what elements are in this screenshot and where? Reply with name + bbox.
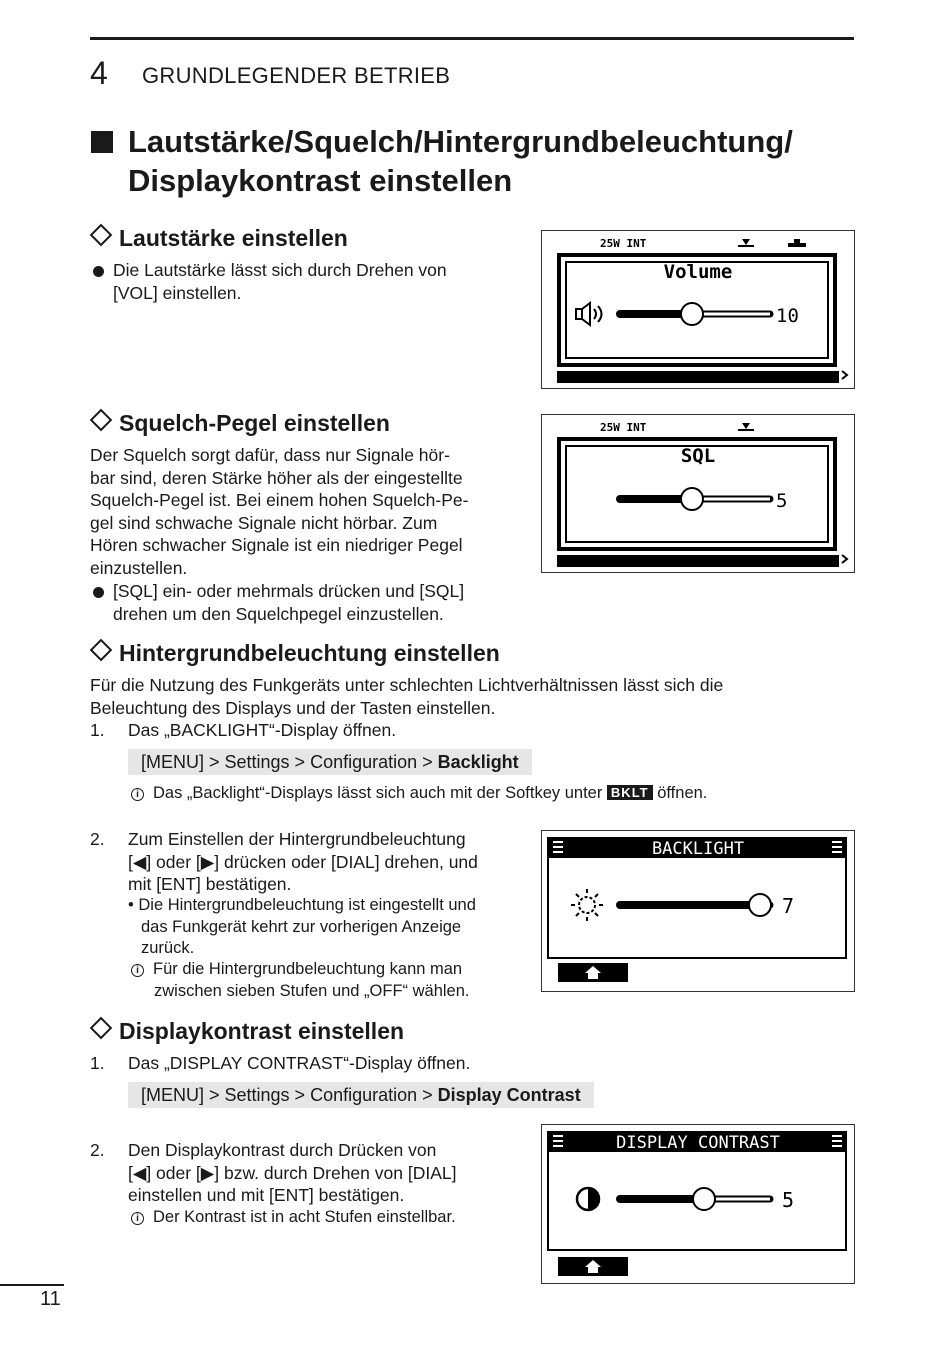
squelch-line: einzustellen.	[90, 557, 188, 578]
backlight-lcd-screen	[541, 830, 855, 992]
info2-line1: Für die Hintergrundbeleuchtung kann man	[153, 960, 463, 978]
squelch-slider	[620, 488, 770, 510]
step2-line: einstellen und mit [ENT] bestätigen.	[128, 1185, 405, 1205]
menu-path-target: Display Contrast	[437, 1085, 581, 1105]
diamond-icon	[90, 409, 113, 432]
info2-line2: zwischen sieben Stufen und „OFF“ wählen.	[154, 981, 470, 1000]
volume-screen-title: Volume	[663, 261, 733, 283]
backlight-sub-bullet	[128, 895, 528, 960]
squelch-value: 5	[776, 490, 788, 512]
squelch-line: bar sind, deren Stärke höher als der eingestellte	[90, 467, 463, 488]
info-icon: i	[131, 1212, 144, 1225]
squelch-status-text: 25W INT	[600, 421, 647, 434]
menu-lines-icon	[553, 841, 563, 853]
squelch-lcd-screen	[541, 414, 855, 573]
backlight-value: 7	[782, 894, 795, 918]
step2-line: Zum Einstellen der Hintergrundbeleuchtung	[128, 829, 466, 849]
contrast-icon	[577, 1188, 599, 1210]
contrast-heading-text: Displaykontrast einstellen	[119, 1018, 405, 1044]
squelch-paragraph	[90, 444, 520, 579]
sub-bullet-line: zurück.	[141, 939, 195, 957]
backlight-screen-title: BACKLIGHT	[651, 839, 745, 859]
backlight-heading	[90, 640, 500, 667]
diamond-icon	[90, 639, 113, 662]
arrow-right-icon	[842, 555, 847, 563]
backlight-info2	[131, 959, 470, 1002]
squelch-line: Der Squelch sorgt dafür, dass nur Signale hör-	[90, 445, 450, 465]
step-number: 2.	[90, 1140, 105, 1160]
squelch-slider-knob	[681, 488, 703, 510]
menu-path-target: Backlight	[437, 752, 519, 772]
speaker-icon	[576, 303, 602, 325]
volume-lcd-graphic	[542, 231, 854, 388]
squelch-bullet	[113, 580, 464, 625]
step2-line: [◀] oder [▶] drücken oder [DIAL] drehen, und	[128, 851, 478, 872]
step-number: 1.	[90, 1053, 105, 1073]
contrast-step1: Das „DISPLAY CONTRAST“-Display öffnen.	[128, 1053, 471, 1073]
squelch-line: Squelch-Pegel ist. Bei einem hohen Squelch-Pe-	[90, 490, 469, 510]
volume-value: 10	[776, 305, 799, 327]
info1-text: Das „Backlight“-Displays lässt sich auch mit der Softkey unter	[153, 784, 603, 802]
volume-softkey-bar	[557, 371, 839, 383]
backlight-intro-line2: Beleuchtung des Displays und der Tasten einstellen.	[90, 697, 496, 718]
squelch-screen-title: SQL	[680, 445, 716, 467]
sub-bullet-line: das Funkgerät kehrt zur vorherigen Anzeige	[141, 917, 462, 936]
brightness-icon	[571, 889, 603, 921]
backlight-slider-knob	[749, 894, 771, 916]
volume-heading	[90, 225, 348, 252]
contrast-lcd-graphic	[542, 1125, 854, 1283]
step2-line: Den Displaykontrast durch Drücken von	[128, 1140, 437, 1160]
squelch-heading-text: Squelch-Pegel einstellen	[119, 410, 390, 436]
backlight-lcd-graphic	[542, 831, 854, 991]
info-icon: i	[131, 964, 144, 977]
squelch-lcd-graphic	[542, 415, 854, 572]
menu-lines-icon	[832, 841, 842, 853]
volume-heading-text: Lautstärke einstellen	[119, 225, 348, 251]
menu-lines-icon	[832, 1135, 842, 1147]
volume-slider	[620, 303, 770, 325]
backlight-step1: Das „BACKLIGHT“-Display öffnen.	[128, 720, 397, 740]
step-number: 1.	[90, 720, 105, 740]
bklt-softkey-label: BKLT	[607, 785, 653, 800]
volume-bullet	[113, 259, 447, 304]
chapter-number: 4	[90, 55, 108, 91]
antenna-icon	[738, 239, 754, 247]
footer-rule	[0, 1284, 64, 1286]
page-title	[128, 122, 888, 200]
info1-text-end: öffnen.	[657, 784, 708, 802]
backlight-menu-path	[128, 749, 532, 775]
info-icon: i	[131, 788, 144, 801]
page-title-line2: Displaykontrast einstellen	[128, 163, 513, 198]
contrast-info	[131, 1207, 456, 1229]
header-rule	[90, 37, 854, 40]
menu-lines-icon	[553, 1135, 563, 1147]
squelch-line: Hören schwacher Signale ist ein niedriger Pegel	[90, 535, 463, 555]
contrast-menu-path	[128, 1082, 594, 1108]
page-number: 11	[40, 1288, 61, 1310]
diamond-icon	[90, 1017, 113, 1040]
backlight-heading-text: Hintergrundbeleuchtung einstellen	[119, 640, 500, 666]
backlight-intro	[90, 674, 870, 719]
volume-slider-knob	[681, 303, 703, 325]
backlight-intro-line1: Für die Nutzung des Funkgeräts unter schlechten Lichtverhältnissen lässt sich die	[90, 675, 724, 695]
menu-path-text: [MENU] > Settings > Configuration >	[141, 1085, 438, 1105]
squelch-bullet-line2: drehen um den Squelchpegel einzustellen.	[113, 603, 444, 624]
arrow-right-icon	[842, 371, 847, 379]
page-title-line1: Lautstärke/Squelch/Hintergrundbeleuchtung/	[128, 124, 793, 159]
contrast-slider	[620, 1188, 770, 1210]
volume-bullet-line1: Die Lautstärke lässt sich durch Drehen von	[113, 260, 447, 280]
battery-icon	[788, 239, 806, 247]
contrast-slider-knob	[693, 1188, 715, 1210]
contrast-screen-title: DISPLAY CONTRAST	[616, 1133, 780, 1153]
contrast-step2	[128, 1139, 528, 1207]
backlight-slider	[620, 894, 771, 916]
volume-bullet-line2: [VOL] einstellen.	[113, 282, 242, 303]
contrast-info-text: Der Kontrast ist in acht Stufen einstellbar.	[153, 1208, 456, 1226]
step2-line: [◀] oder [▶] bzw. durch Drehen von [DIAL]	[128, 1162, 457, 1183]
backlight-info1	[131, 783, 707, 805]
diamond-icon	[90, 224, 113, 247]
contrast-lcd-screen	[541, 1124, 855, 1284]
antenna-icon	[738, 423, 754, 431]
chapter-title: GRUNDLEGENDER BETRIEB	[142, 63, 451, 88]
contrast-value: 5	[782, 1188, 795, 1212]
squelch-softkey-bar	[557, 555, 839, 567]
volume-status-text: 25W INT	[600, 237, 647, 250]
backlight-step2	[128, 828, 528, 896]
contrast-heading	[90, 1018, 404, 1045]
section-square-icon	[91, 131, 113, 153]
squelch-heading	[90, 410, 390, 437]
volume-lcd-screen	[541, 230, 855, 389]
step-number: 2.	[90, 829, 105, 849]
squelch-line: gel sind schwache Signale nicht hörbar. Zum	[90, 512, 438, 533]
menu-path-text: [MENU] > Settings > Configuration >	[141, 752, 438, 772]
sub-bullet-line: • Die Hintergrundbeleuchtung ist eingestellt und	[128, 896, 476, 914]
squelch-bullet-line1: [SQL] ein- oder mehrmals drücken und [SQL]	[113, 581, 465, 601]
step2-line: mit [ENT] bestätigen.	[128, 874, 292, 894]
